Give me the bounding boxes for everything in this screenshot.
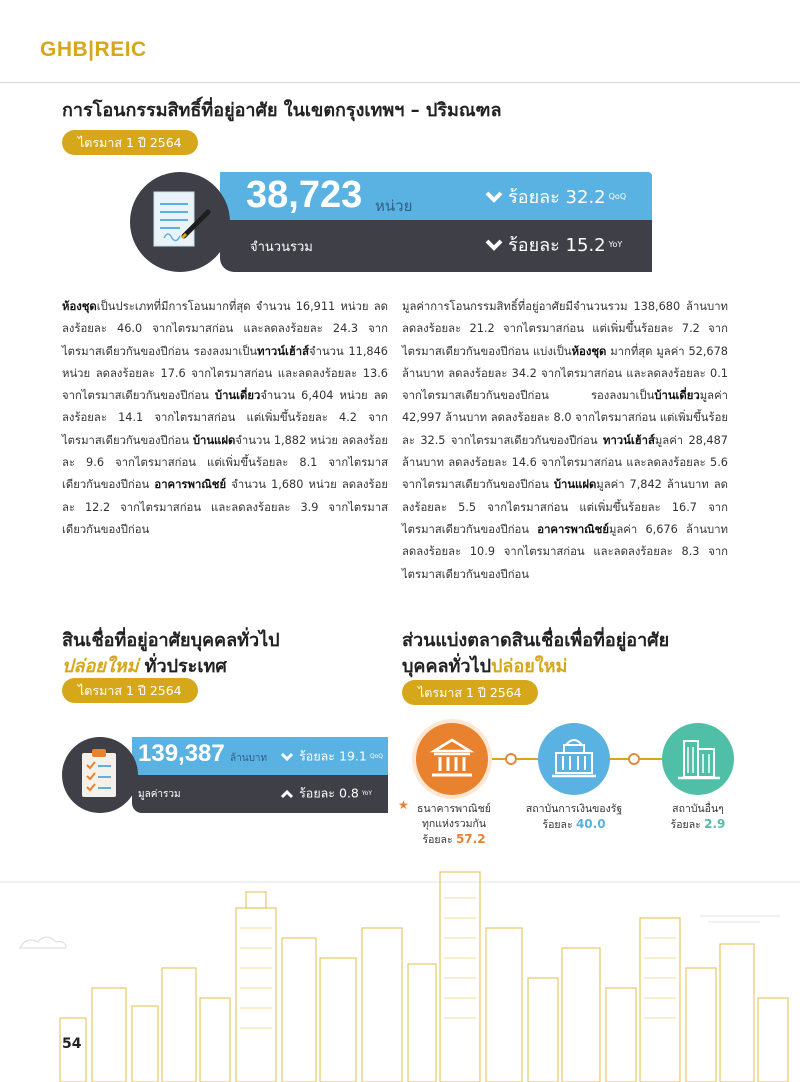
qoq-percent: ร้อยละ 32.2 xyxy=(508,187,606,208)
bold-term: ทาวน์เฮ้าส์ xyxy=(603,433,655,447)
share-prefix: ร้อยละ xyxy=(542,819,576,831)
yoy-percent: ร้อยละ 15.2 xyxy=(508,235,606,256)
office-buildings-icon xyxy=(662,723,734,795)
section3-title-line1: ส่วนแบ่งตลาดสินเชื่อเพื่อที่อยู่อาศัย xyxy=(402,630,670,651)
paragraph-text: มากที่สุด มูลค่า 52,678 ล้านบาท ลดลงร้อยละ 34.2 จากไตรมาสก่อน และลดลงร้อยละ 0.1 จากไตรมาสเดียวกันของปีก่อน รองลงมาเป็น xyxy=(402,344,728,403)
paragraph-text: มูลค่า 28,487 ล้านบาท ลดลงร้อยละ 14.6 จากไตรมาสก่อน และลดลงร้อยละ 5.6 จากไตรมาสเดียวกันของปีก่อน xyxy=(402,433,728,492)
section2-title-line1: สินเชื่อที่อยู่อาศัยบุคคลทั่วไป xyxy=(62,630,280,651)
bold-term: บ้านเดี่ยว xyxy=(654,389,700,403)
section2-period-badge: ไตรมาส 1 ปี 2564 xyxy=(62,678,198,703)
document-signing-icon xyxy=(130,172,230,272)
yoy-tag: YoY xyxy=(608,240,623,249)
chevron-down-icon xyxy=(485,238,503,252)
section2-title-highlight: ปล่อยใหม่ xyxy=(62,656,139,677)
paragraph-text: จำนวน 11,846 หน่วย ลดลงร้อยละ 17.6 จากไตรมาสก่อน และลดลงร้อยละ 13.6 จากไตรมาสเดียวกันของปีก่อน xyxy=(62,344,388,403)
brand-logo: GHB|REIC xyxy=(40,38,147,61)
chevron-down-icon xyxy=(485,190,503,204)
qoq-tag: QoQ xyxy=(608,192,627,201)
government-building-icon xyxy=(538,723,610,795)
bold-term: บ้านเดี่ยว xyxy=(214,389,261,403)
bold-term: ห้องชุด xyxy=(62,300,97,313)
share-value: 57.2 xyxy=(455,832,486,846)
section3-title-line2: บุคคลทั่วไป xyxy=(402,656,491,677)
connector-dot xyxy=(628,753,640,765)
paragraph-text: มูลค่า 7,842 ล้านบาท ลดลงร้อยละ 5.5 จากไตรมาสก่อน แต่เพิ่มขึ้นร้อยละ 16.7 จากไตรมาสเดียวกันของปีก่อน xyxy=(402,478,729,536)
loan-total-value: 139,387 xyxy=(138,740,225,767)
yoy-change xyxy=(280,783,372,804)
connector-dot xyxy=(505,753,517,765)
share-prefix: ร้อยละ xyxy=(670,819,705,831)
bold-term: บ้านแฝด xyxy=(553,478,597,492)
paragraph-text: จำนวน 6,404 หน่วย ลดลงร้อยละ 14.1 จากไตรมาสก่อน แต่เพิ่มขึ้นร้อยละ 4.2 จากไตรมาสเดียวกันของปีก่อน xyxy=(62,389,388,447)
city-skyline-illustration xyxy=(0,868,800,1082)
section2-title xyxy=(62,628,280,680)
chevron-down-icon xyxy=(280,752,294,762)
bold-term: อาคารพาณิชย์ xyxy=(537,522,609,536)
qoq-change xyxy=(280,746,383,767)
qoq-change xyxy=(485,182,626,211)
paragraph-text: เป็นประเภทที่มีการโอนมากที่สุด จำนวน 16,911 หน่วย ลดลงร้อยละ 46.0 จากไตรมาสก่อน และลดลงร้อยละ 24.3 จากไตรมาสเดียวกันของปีก่อน รองลงมาเป็น xyxy=(62,300,388,358)
bank-icon xyxy=(416,723,488,795)
paragraph-text: มูลค่าการโอนกรรมสิทธิ์ที่อยู่อาศัยมีจำนวนรวม 138,680 ล้านบาท ลดลงร้อยละ 21.2 จากไตรมาสก่อน แต่เพิ่มขึ้นร้อยละ 7.2 จากไตรมาสเดียวกันของปีก่อน แบ่งเป็น xyxy=(402,300,728,358)
paragraph-text: มูลค่า 6,676 ล้านบาท ลดลงร้อยละ 10.9 จากไตรมาสก่อน และลดลงร้อยละ 8.3 จากไตรมาสเดียวกันของปีก่อน xyxy=(402,522,728,581)
section1-title: การโอนกรรมสิทธิ์ที่อยู่อาศัย ในเขตกรุงเทพฯ – ปริมณฑล xyxy=(62,100,502,121)
loan-unit: ล้านบาท xyxy=(230,753,268,764)
share-prefix: ร้อยละ xyxy=(422,834,456,846)
star-icon: ★ xyxy=(398,798,409,812)
bold-term: ทาวน์เฮ้าส์ xyxy=(257,344,309,358)
share-caption-other-institutions xyxy=(648,802,748,833)
share-label: สถาบันการเงินของรัฐ xyxy=(525,803,623,815)
qoq-tag: QoQ xyxy=(369,753,383,760)
clipboard-checklist-icon xyxy=(62,737,138,813)
bold-term: ห้องชุด xyxy=(571,344,607,358)
transfer-unit: หน่วย xyxy=(375,197,413,215)
qoq-percent: ร้อยละ 19.1 xyxy=(299,748,367,764)
loan-total-label: มูลค่ารวม xyxy=(138,789,181,800)
yoy-tag: YoY xyxy=(361,790,373,797)
section2-title-rest: ทั่วประเทศ xyxy=(138,656,227,677)
transfer-kpi-card xyxy=(130,172,652,272)
transfer-total-units: 38,723 xyxy=(246,174,363,216)
yoy-percent: ร้อยละ 0.8 xyxy=(299,785,359,801)
share-label: ทุกแห่งรวมกัน xyxy=(421,818,487,830)
section1-period-badge: ไตรมาส 1 ปี 2564 xyxy=(62,130,198,155)
share-value: 40.0 xyxy=(575,817,606,831)
paragraph-text: จำนวน 1,680 หน่วย ลดลงร้อยละ 12.2 จากไตรมาสก่อน และลดลงร้อยละ 3.9 จากไตรมาสเดียวกันของปีก่อน xyxy=(62,478,388,536)
share-caption-state-institutions xyxy=(518,802,630,833)
page-number: 54 xyxy=(62,1036,82,1052)
share-label: ธนาคารพาณิชย์ xyxy=(417,803,491,815)
paragraph-text: มูลค่า 42,997 ล้านบาท ลดลงร้อยละ 8.0 จากไตรมาสก่อน แต่เพิ่มขึ้นร้อยละ 32.5 จากไตรมาสเดียวกันของปีก่อน xyxy=(402,389,728,447)
value-paragraph xyxy=(402,296,728,586)
section3-title xyxy=(402,628,669,680)
share-label: สถาบันอื่นๆ xyxy=(672,803,724,815)
bold-term: อาคารพาณิชย์ xyxy=(154,478,227,492)
paragraph-text: จำนวน 1,882 หน่วย ลดลงร้อยละ 9.6 จากไตรมาสก่อน แต่เพิ่มขึ้นร้อยละ 8.1 จากไตรมาสเดียวกันของปีก่อน xyxy=(62,433,388,492)
loan-kpi-card xyxy=(62,737,388,813)
bold-term: บ้านแฝด xyxy=(192,433,236,447)
chevron-up-icon xyxy=(280,789,294,799)
header-divider xyxy=(0,82,800,83)
transfer-total-label: จำนวนรวม xyxy=(250,240,313,255)
share-caption-commercial-banks xyxy=(402,802,506,848)
share-value: 2.9 xyxy=(704,817,726,831)
section3-title-highlight: ปล่อยใหม่ xyxy=(491,656,568,677)
units-paragraph xyxy=(62,296,388,541)
yoy-change xyxy=(485,230,622,259)
section3-period-badge: ไตรมาส 1 ปี 2564 xyxy=(402,680,538,705)
